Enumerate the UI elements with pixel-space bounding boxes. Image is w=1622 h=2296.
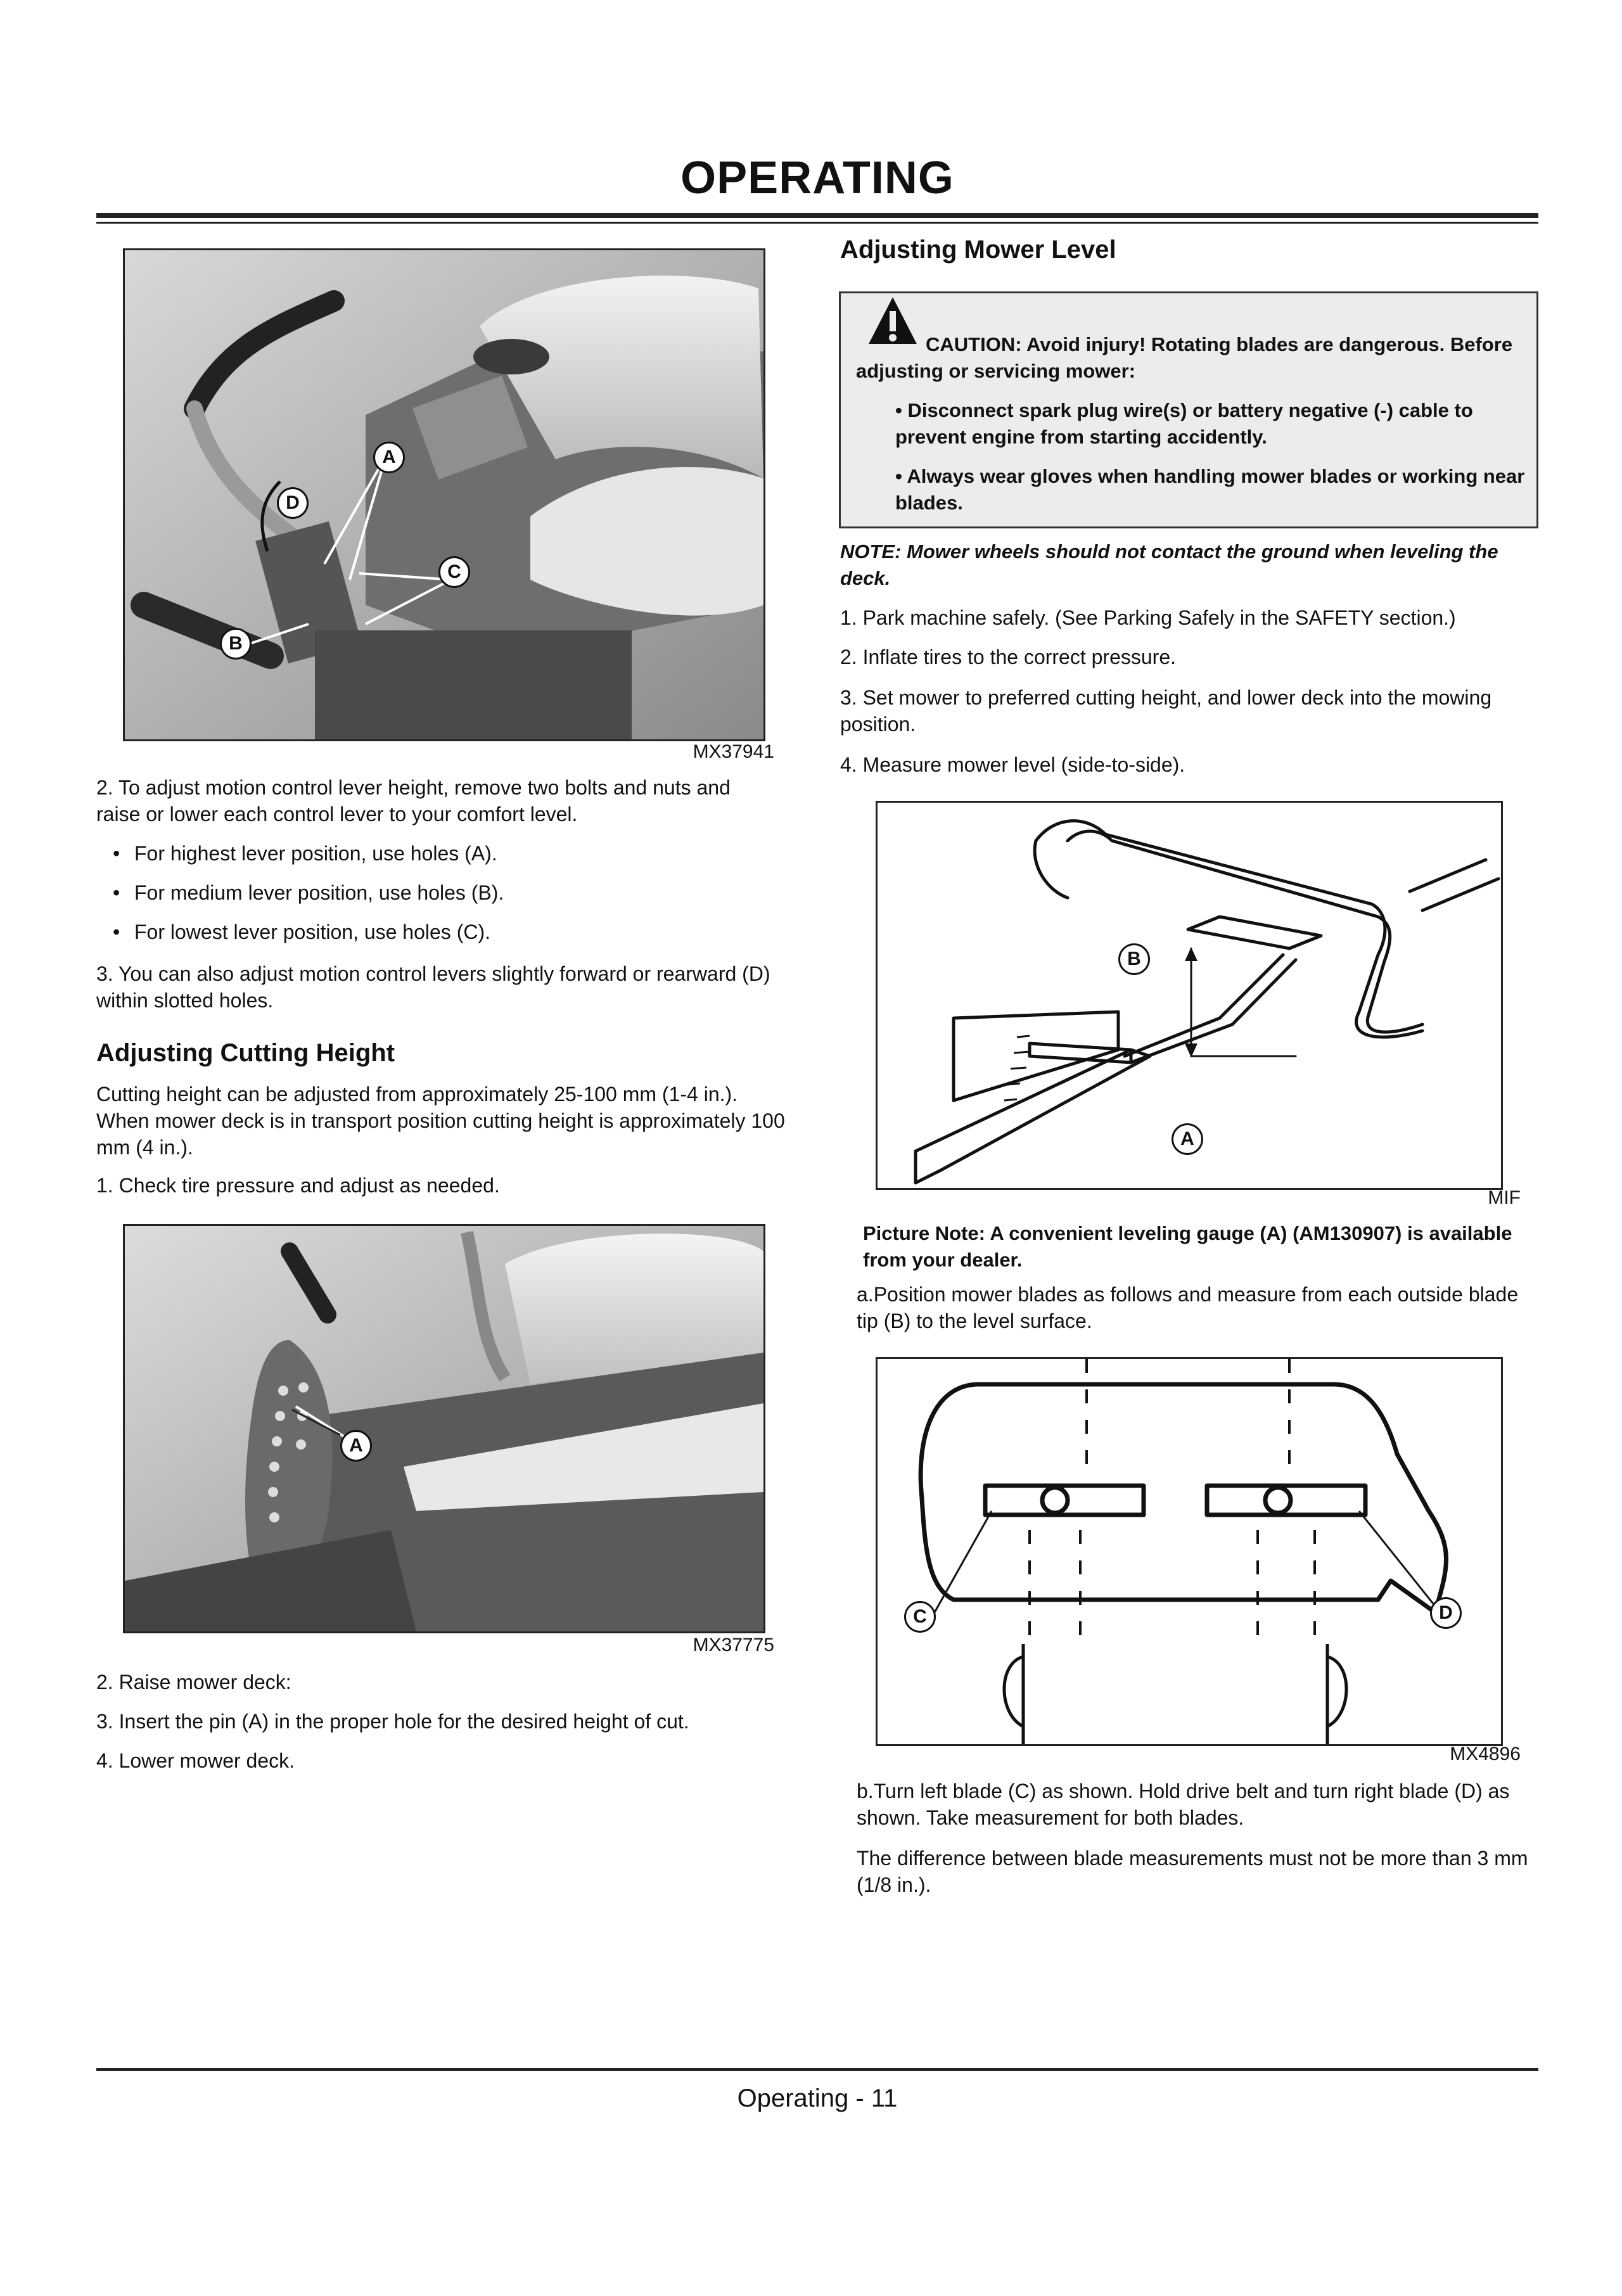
page-number: Operating - 11 bbox=[737, 2084, 898, 2112]
page-title: OPERATING bbox=[680, 153, 954, 203]
level-step-1: 1. Park machine safely. (See Parking Safely in the SAFETY section.) bbox=[840, 606, 1456, 629]
caution-item-spark-plug: • Disconnect spark plug wire(s) or battery negative (-) cable to prevent engine from starting accidently. bbox=[895, 399, 1473, 448]
bullet-medium: • For medium lever position, use holes (B). bbox=[113, 881, 504, 904]
footer-rule bbox=[96, 2068, 1538, 2071]
callout-c: C bbox=[438, 556, 470, 588]
level-step-b: b.Turn left blade (C) as shown. Hold drive belt and turn right blade (D) as shown. Take measurement for both blades. bbox=[857, 1780, 1510, 1829]
cutting-height-intro: Cutting height can be adjusted from approximately 25-100 mm (1-4 in.). When mower deck is in transport position cutting height is approximately 100 mm (4 in.). bbox=[96, 1083, 785, 1159]
header-rule-thin bbox=[96, 222, 1538, 224]
callout-a: A bbox=[373, 442, 405, 473]
cutting-height-heading: Adjusting Cutting Height bbox=[96, 1039, 395, 1067]
figure4-code: MX4896 bbox=[1450, 1744, 1521, 1764]
header-rule bbox=[96, 213, 1538, 218]
level-step-a: a.Position mower blades as follows and measure from each outside blade tip (B) to the level surface. bbox=[857, 1283, 1519, 1332]
caution-box bbox=[839, 291, 1538, 528]
level-step-4: 4. Measure mower level (side-to-side). bbox=[840, 753, 1185, 776]
callout-d: D bbox=[277, 487, 309, 519]
lever-height-step: 2. To adjust motion control lever height, remove two bolts and nuts and raise or lower each control lever to your comfort level. bbox=[96, 776, 731, 826]
callout-gauge-a: A bbox=[1172, 1123, 1203, 1155]
figure2-callout-lines bbox=[125, 1226, 763, 1631]
note-wheels: NOTE: Mower wheels should not contact the ground when leveling the deck. bbox=[840, 540, 1498, 589]
callout-right-blade-d: D bbox=[1430, 1597, 1462, 1629]
callout-b: B bbox=[220, 628, 252, 660]
callout-tip-b: B bbox=[1118, 943, 1150, 975]
cutting-step-3: 3. Insert the pin (A) in the proper hole for the desired height of cut. bbox=[96, 1710, 689, 1733]
cutting-step-2: 2. Raise mower deck: bbox=[96, 1671, 291, 1693]
cutting-step-1: 1. Check tire pressure and adjust as needed. bbox=[96, 1174, 500, 1197]
blade-difference: The difference between blade measurements must not be more than 3 mm (1/8 in.). bbox=[857, 1847, 1528, 1896]
mower-level-heading: Adjusting Mower Level bbox=[840, 236, 1116, 264]
callout-left-blade-c: C bbox=[904, 1601, 936, 1633]
level-step-2: 2. Inflate tires to the correct pressure. bbox=[840, 646, 1177, 668]
figure3-code: MIF bbox=[1488, 1187, 1521, 1208]
caution-item-gloves: • Always wear gloves when handling mower blades or working near blades. bbox=[895, 465, 1525, 514]
bullet-highest-text: For highest lever position, use holes (A). bbox=[134, 842, 497, 865]
bullet-lowest: • For lowest lever position, use holes (C). bbox=[113, 921, 490, 943]
bullet-medium-text: For medium lever position, use holes (B). bbox=[134, 881, 504, 904]
bullet-highest: • For highest lever position, use holes (A). bbox=[113, 842, 497, 865]
level-step-3: 3. Set mower to preferred cutting height, and lower deck into the mowing position. bbox=[840, 686, 1492, 736]
figure-leveling-gauge bbox=[876, 801, 1503, 1190]
slotted-holes-step: 3. You can also adjust motion control levers slightly forward or rearward (D) within slotted holes. bbox=[96, 962, 770, 1012]
caution-lead: CAUTION: Avoid injury! Rotating blades are dangerous. Before adjusting or servicing mower: bbox=[856, 333, 1513, 382]
picture-note-gauge: Picture Note: A convenient leveling gauge (A) (AM130907) is available from your dealer. bbox=[863, 1222, 1512, 1271]
bullet-lowest-text: For lowest lever position, use holes (C). bbox=[134, 921, 490, 943]
figure2-code: MX37775 bbox=[693, 1635, 774, 1655]
cutting-step-4: 4. Lower mower deck. bbox=[96, 1749, 295, 1772]
callout-pin-a: A bbox=[340, 1430, 372, 1462]
figure-motion-control-lever bbox=[123, 248, 765, 741]
figure1-callout-lines bbox=[125, 250, 763, 739]
figure-cutting-height bbox=[123, 1224, 765, 1633]
blade-positions-drawing bbox=[878, 1359, 1501, 1744]
figure-blade-positions bbox=[876, 1357, 1503, 1746]
figure1-code: MX37941 bbox=[693, 741, 774, 762]
